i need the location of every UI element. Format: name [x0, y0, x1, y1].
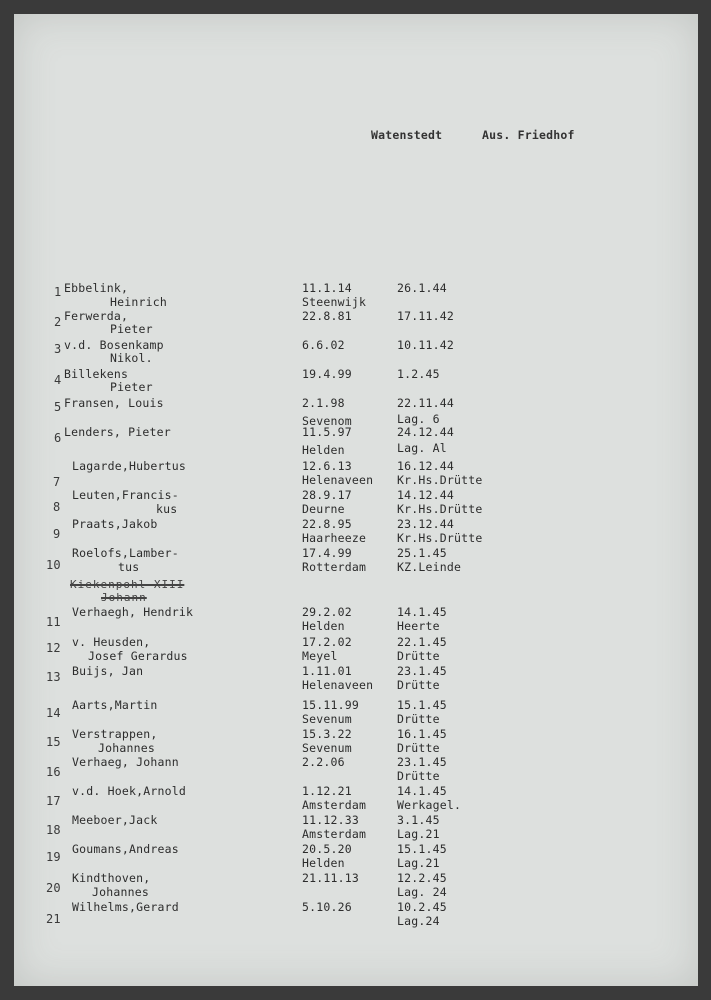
entry-death-note: Kr.Hs.Drütte [397, 502, 483, 516]
entry-name-continued: kus [156, 502, 178, 516]
entry-number: 13 [46, 670, 61, 684]
entry-number: 18 [46, 823, 61, 837]
entry-death-date: 1.2.45 [397, 367, 440, 381]
entry-number: 21 [46, 912, 61, 926]
entry-death-note: KZ.Leinde [397, 560, 462, 574]
entry-birth-place: Deurne [302, 502, 345, 516]
entry-name-continued: Johannes [98, 741, 155, 755]
entry-death-date: 23.1.45 [397, 664, 447, 678]
entry-birth-place: Helden [302, 856, 345, 870]
entry-birth-place: Helden [302, 619, 345, 633]
entry-death-note: Lag.21 [397, 827, 440, 841]
entry-death-note: Drütte [397, 712, 440, 726]
entry-birth-date: 6.6.02 [302, 338, 345, 352]
entry-name: Roelofs,Lamber- [72, 546, 179, 560]
entry-birth-place: Helenaveen [302, 678, 374, 692]
entry-number: 7 [53, 475, 61, 489]
struck-out-name-2: Johann [101, 591, 147, 604]
entry-death-note: Lag. 24 [397, 885, 447, 899]
entry-birth-date: 21.11.13 [302, 871, 359, 885]
entry-birth-date: 20.5.20 [302, 842, 352, 856]
entry-birth-date: 17.4.99 [302, 546, 352, 560]
entry-death-date: 24.12.44 [397, 425, 454, 439]
entry-death-date: 10.2.45 [397, 900, 447, 914]
entry-death-note: Kr.Hs.Drütte [397, 473, 483, 487]
entry-death-date: 16.1.45 [397, 727, 447, 741]
entry-birth-place: Amsterdam [302, 827, 367, 841]
entry-death-date: 26.1.44 [397, 281, 447, 295]
entry-death-note: Lag. Al [397, 441, 447, 455]
entry-death-date: 12.2.45 [397, 871, 447, 885]
entry-birth-place: Helenaveen [302, 473, 374, 487]
entry-birth-place: Helden [302, 443, 345, 457]
entry-birth-place: Steenwijk [302, 295, 367, 309]
entry-birth-date: 15.3.22 [302, 727, 352, 741]
entry-death-date: 14.1.45 [397, 784, 447, 798]
entry-death-date: 23.1.45 [397, 755, 447, 769]
entry-number: 17 [46, 794, 61, 808]
entry-death-date: 14.12.44 [397, 488, 454, 502]
entry-number: 9 [53, 527, 61, 541]
entry-number: 10 [46, 558, 61, 572]
entry-birth-date: 22.8.95 [302, 517, 352, 531]
entry-name-continued: Johannes [92, 885, 149, 899]
entry-birth-place: Rotterdam [302, 560, 367, 574]
entry-death-note: Drütte [397, 649, 440, 663]
entry-name-continued: Pieter [110, 380, 153, 394]
entry-number: 20 [46, 881, 61, 895]
entry-name: Praats,Jakob [72, 517, 158, 531]
entry-death-note: Lag. 6 [397, 412, 440, 426]
entry-number: 16 [46, 765, 61, 779]
entry-name: Verhaeg, Johann [72, 755, 179, 769]
entry-death-date: 3.1.45 [397, 813, 440, 827]
entry-birth-place: Meyel [302, 649, 338, 663]
header-place: Aus. Friedhof [482, 128, 575, 142]
entry-name: Wilhelms,Gerard [72, 900, 179, 914]
entry-death-date: 22.1.45 [397, 635, 447, 649]
entry-death-note: Drütte [397, 769, 440, 783]
entry-name: v.d. Bosenkamp [64, 338, 164, 352]
entry-name: Aarts,Martin [72, 698, 158, 712]
entry-name: Meeboer,Jack [72, 813, 158, 827]
entry-death-note: Drütte [397, 741, 440, 755]
entry-number: 8 [53, 500, 61, 514]
entry-birth-date: 2.2.06 [302, 755, 345, 769]
entry-death-note: Drütte [397, 678, 440, 692]
entry-name: Ferwerda, [64, 309, 129, 323]
entry-name: Lagarde,Hubertus [72, 459, 186, 473]
entry-birth-date: 17.2.02 [302, 635, 352, 649]
entry-number: 15 [46, 735, 61, 749]
entry-number: 19 [46, 850, 61, 864]
entry-name-continued: Heinrich [110, 295, 167, 309]
entry-birth-date: 19.4.99 [302, 367, 352, 381]
entry-birth-place: Amsterdam [302, 798, 367, 812]
entry-death-note: Lag.21 [397, 856, 440, 870]
entry-birth-date: 11.5.97 [302, 425, 352, 439]
entry-name-continued: Nikol. [110, 351, 153, 365]
entry-birth-date: 2.1.98 [302, 396, 345, 410]
entry-birth-place: Sevenum [302, 712, 352, 726]
header-location: Watenstedt [371, 128, 443, 142]
entry-name: Verhaegh, Hendrik [72, 605, 194, 619]
entry-death-note: Lag.24 [397, 914, 440, 928]
entry-birth-date: 15.11.99 [302, 698, 359, 712]
entry-name: Kindthoven, [72, 871, 151, 885]
entry-number: 14 [46, 706, 61, 720]
entry-number: 1 [54, 285, 62, 299]
entry-death-date: 10.11.42 [397, 338, 454, 352]
entry-death-date: 25.1.45 [397, 546, 447, 560]
entry-death-note: Kr.Hs.Drütte [397, 531, 483, 545]
entry-name: Billekens [64, 367, 129, 381]
entry-death-note: Heerte [397, 619, 440, 633]
entry-number: 12 [46, 641, 61, 655]
entry-name: Buijs, Jan [72, 664, 144, 678]
entry-death-date: 16.12.44 [397, 459, 454, 473]
entry-birth-date: 5.10.26 [302, 900, 352, 914]
entry-death-date: 15.1.45 [397, 698, 447, 712]
entry-birth-date: 1.11.01 [302, 664, 352, 678]
entry-name-continued: Josef Gerardus [88, 649, 188, 663]
entry-number: 5 [54, 400, 62, 414]
entry-birth-date: 28.9.17 [302, 488, 352, 502]
entry-name: Verstrappen, [72, 727, 158, 741]
entry-death-note: Werkagel. [397, 798, 462, 812]
entry-name: Goumans,Andreas [72, 842, 179, 856]
entry-name: v. Heusden, [72, 635, 151, 649]
entry-number: 2 [54, 315, 62, 329]
entry-number: 11 [46, 615, 61, 629]
entry-name: Lenders, Pieter [64, 425, 171, 439]
entry-name-continued: tus [118, 560, 140, 574]
entry-death-date: 15.1.45 [397, 842, 447, 856]
entry-birth-date: 22.8.81 [302, 309, 352, 323]
entry-name-continued: Pieter [110, 322, 153, 336]
entry-name: v.d. Hoek,Arnold [72, 784, 186, 798]
entry-death-date: 14.1.45 [397, 605, 447, 619]
entry-death-date: 17.11.42 [397, 309, 454, 323]
entry-death-date: 23.12.44 [397, 517, 454, 531]
entry-birth-date: 12.6.13 [302, 459, 352, 473]
entry-number: 3 [54, 342, 62, 356]
entry-name: Fransen, Louis [64, 396, 164, 410]
entry-death-date: 22.11.44 [397, 396, 454, 410]
entry-birth-date: 11.12.33 [302, 813, 359, 827]
entry-number: 6 [54, 431, 62, 445]
entry-name: Leuten,Francis- [72, 488, 179, 502]
entry-birth-place: Sevenum [302, 741, 352, 755]
entry-birth-date: 1.12.21 [302, 784, 352, 798]
entry-birth-date: 29.2.02 [302, 605, 352, 619]
entry-birth-place: Haarheeze [302, 531, 367, 545]
entry-name: Ebbelink, [64, 281, 129, 295]
struck-out-name: Kiekenpohl XIII [70, 578, 185, 591]
entry-birth-place: Sevenom [302, 414, 352, 428]
entry-number: 4 [54, 373, 62, 387]
entry-birth-date: 11.1.14 [302, 281, 352, 295]
